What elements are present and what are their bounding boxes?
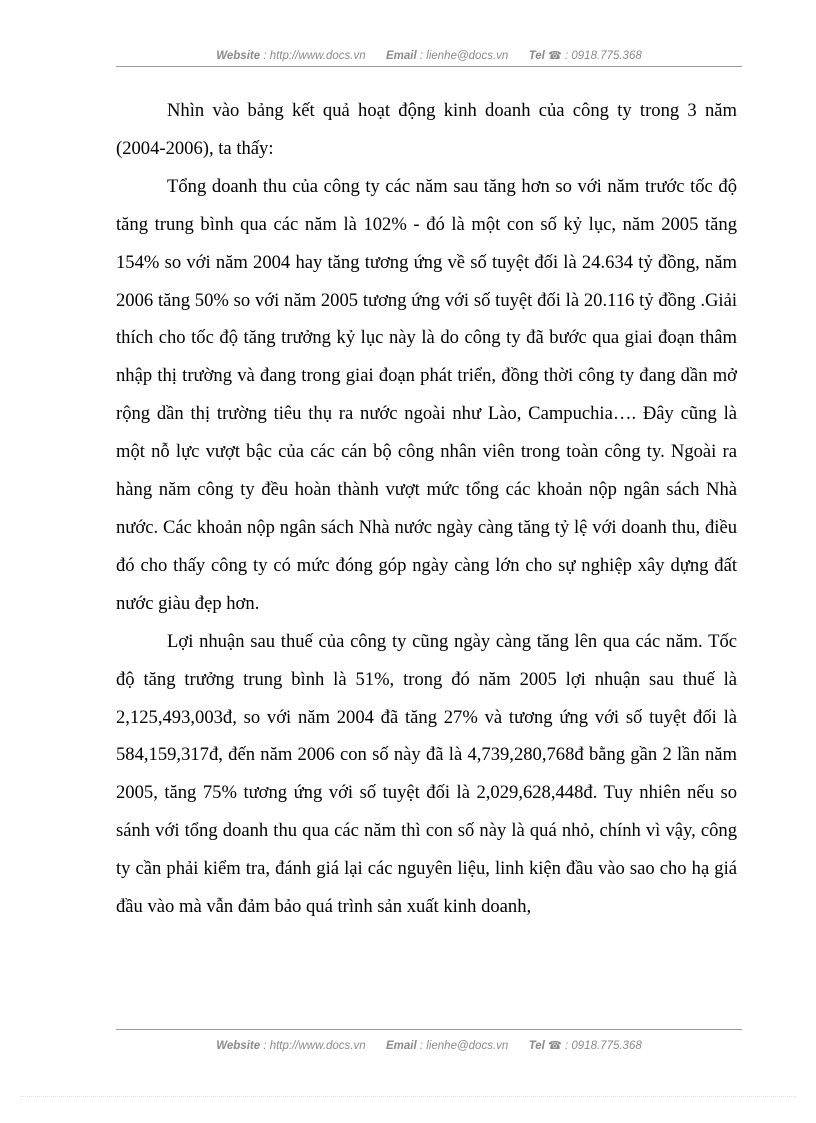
footer-tel-label: Tel	[528, 1040, 545, 1052]
footer-website-url[interactable]: : http://www.docs.vn	[263, 1040, 366, 1052]
page-header	[116, 49, 742, 62]
paragraph-intro: Nhìn vào bảng kết quả hoạt động kinh doanh của công ty trong 3 năm (2004-2006), ta thấy:	[116, 100, 737, 159]
header-tel-number: : 0918.775.368	[565, 50, 642, 62]
header-tel-label: Tel	[528, 50, 545, 62]
header-website-label: Website	[216, 50, 261, 62]
footer-divider	[116, 1029, 742, 1030]
paragraph-revenue: Tổng doanh thu của công ty các năm sau tăng hơn so với năm trước tốc độ tăng trung bình qua các năm là 102% - đó là một con số kỷ lục, năm 2005 tăng 154% so với năm 2004 hay tăng tương ứng về số tuyệt đối là 24.634 tỷ đồng, năm 2006 tăng 50% so với năm 2005 tương ứng với số tuyệt đối là 20.116 tỷ đồng .Giải thích cho tốc độ tăng trưởng kỷ lục này là do công ty đã bước qua giai đoạn thâm nhập thị trường và đang trong giai đoạn phát triển, đồng thời công ty đang dần mở rộng dần thị trường tiêu thụ ra nước ngoài như Lào, Campuchia…. Đây cũng là một nỗ lực vượt bậc của các cán bộ công nhân viên trong toàn công ty. Ngoài ra hàng năm công ty đều hoàn thành vượt mức tổng các khoản nộp ngân sách Nhà nước. Các khoản nộp ngân sách Nhà nước ngày càng tăng tỷ lệ với doanh thu, điều đó cho thấy công ty có mức đóng góp ngày càng lớn cho sự nghiệp xây dựng đất nước giàu đẹp hơn.	[116, 175, 737, 614]
header-email-address[interactable]: : lienhe@docs.vn	[419, 50, 509, 62]
header-website-url[interactable]: : http://www.docs.vn	[263, 50, 366, 62]
phone-icon: ☎	[548, 1040, 562, 1052]
footer-website-label: Website	[216, 1040, 261, 1052]
paragraph-profit: Lợi nhuận sau thuế của công ty cũng ngày càng tăng lên qua các năm. Tốc độ tăng trưởng trung bình là 51%, trong đó năm 2005 lợi nhuận sau thuế là 2,125,493,003đ, so với năm 2004 đã tăng 27% và tương ứng với số tuyệt đối là 584,159,317đ, đến năm 2006 con số này đã là 4,739,280,768đ bằng gần 2 lần năm 2005, tăng 75% tương ứng với số tuyệt đối là 2,029,628,448đ. Tuy nhiên nếu so sánh với tổng doanh thu qua các năm thì con số này là quá nhỏ, chính vì vậy, công ty cần phải kiểm tra, đánh giá lại các nguyên liệu, linh kiện đầu vào sao cho hạ giá đầu vào mà vẫn đảm bảo quá trình sản xuất kinh doanh,	[116, 630, 737, 918]
header-divider	[116, 66, 742, 67]
document-body	[116, 92, 737, 926]
page-footer	[116, 1039, 742, 1052]
phone-icon: ☎	[548, 50, 562, 62]
page-edge-divider	[20, 1096, 796, 1097]
footer-email-label: Email	[386, 1040, 417, 1052]
header-email-label: Email	[386, 50, 417, 62]
footer-email-address[interactable]: : lienhe@docs.vn	[419, 1040, 509, 1052]
footer-tel-number: : 0918.775.368	[565, 1040, 642, 1052]
